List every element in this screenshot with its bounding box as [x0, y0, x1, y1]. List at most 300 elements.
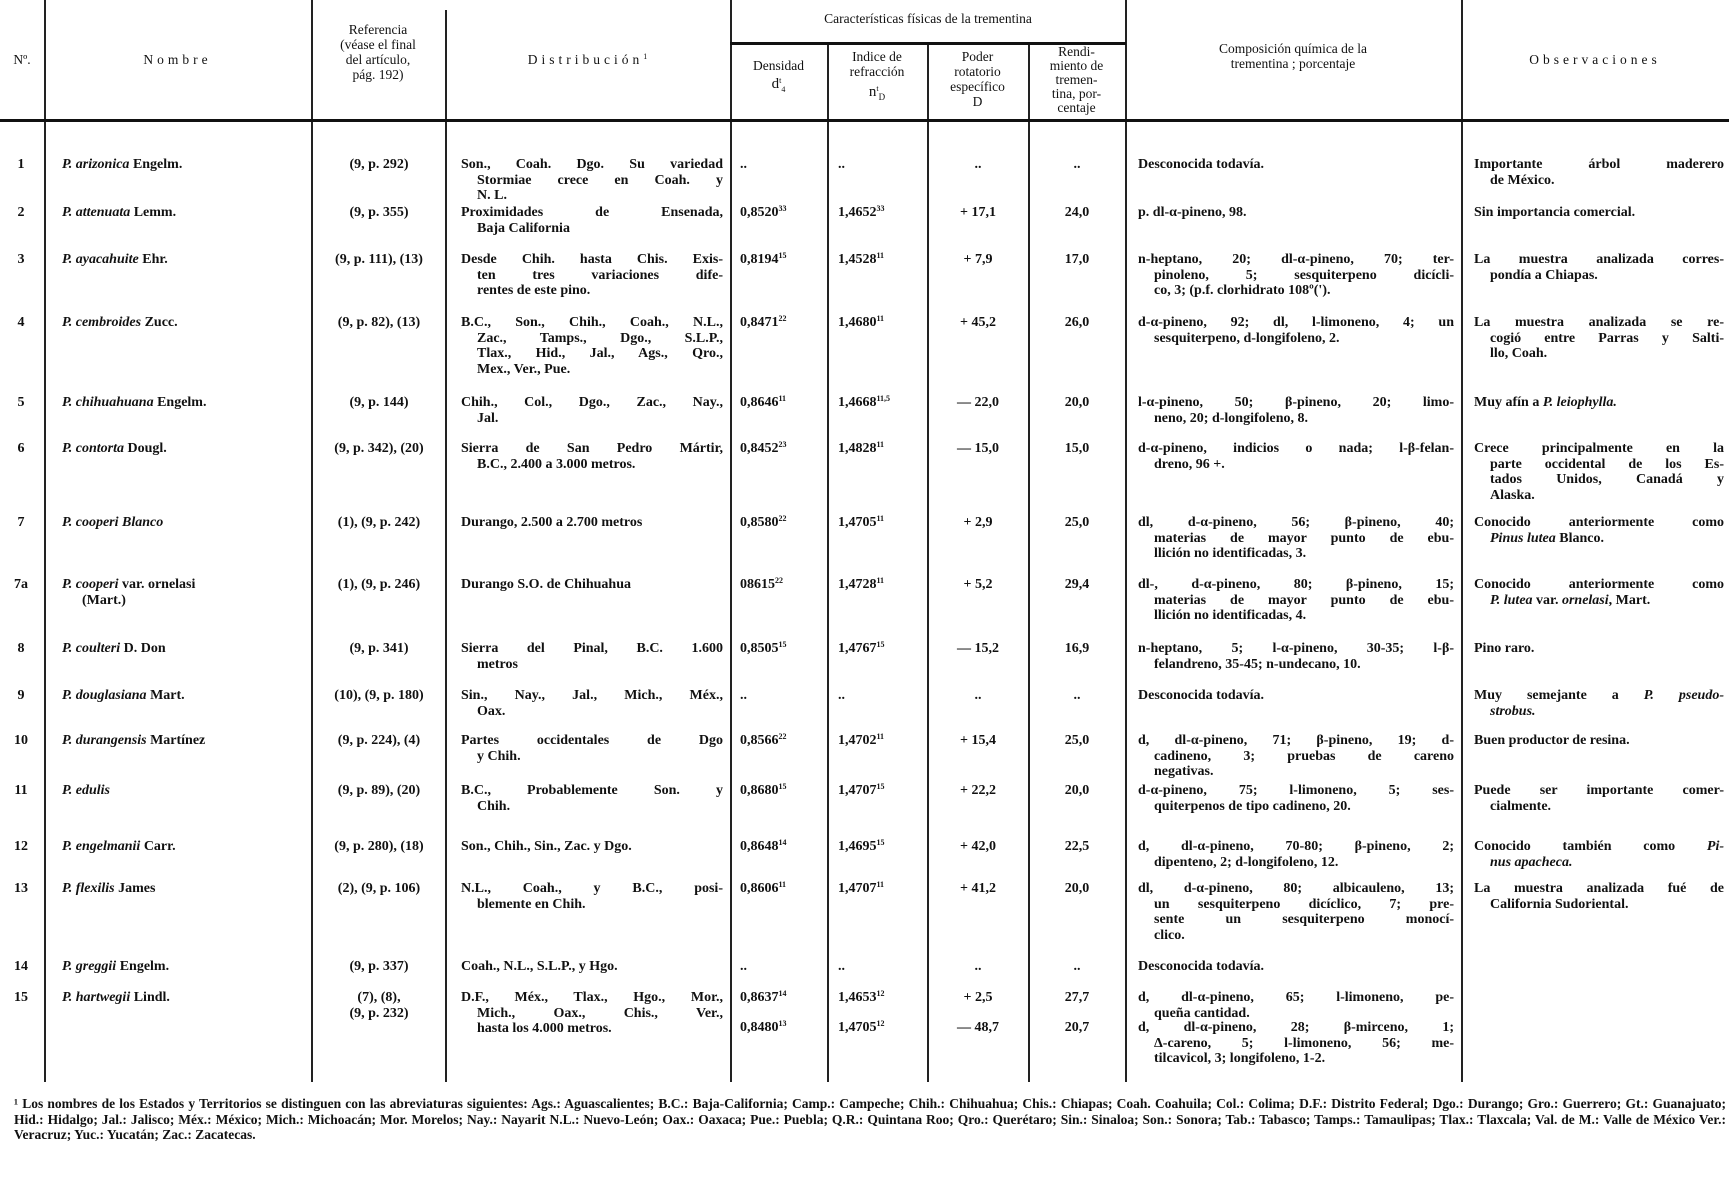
reference: [313, 990, 445, 1021]
cell-line: [1474, 457, 1724, 473]
reference-line: (10), (9, p. 180): [334, 688, 424, 703]
refractive-index: [838, 395, 926, 411]
distribution: [461, 733, 723, 764]
species: ayacahuite: [75, 252, 139, 267]
text: 0,8520: [740, 205, 779, 220]
observations: [1474, 515, 1724, 546]
chemical-composition: [1138, 959, 1454, 975]
text: ..: [740, 157, 747, 172]
header-densidad: [730, 58, 827, 97]
cell-line: cadineno, 3; pruebas de careno: [1154, 748, 1454, 764]
text: 14: [14, 959, 28, 974]
header-line: Referencia: [348, 22, 408, 37]
yield-percent: [1030, 395, 1124, 411]
superscript: 15: [778, 640, 787, 649]
cell-line: felandreno, 35-45; n-undecano, 10.: [1154, 656, 1361, 672]
superscript: 11: [778, 880, 787, 889]
distribution: [461, 515, 723, 531]
superscript: 11: [876, 880, 885, 889]
superscript: 22: [778, 732, 787, 741]
reference-line: (9, p. 232): [349, 1005, 409, 1021]
yield-percent: [1030, 839, 1124, 855]
row-number: [4, 252, 38, 268]
cell-line: [1474, 897, 1724, 913]
header-line: del artículo,: [345, 52, 411, 67]
cell-line: [1474, 799, 1724, 815]
genus: P.: [62, 252, 73, 267]
yield-percent: [1030, 959, 1124, 975]
text: 20,7: [1064, 1020, 1090, 1035]
text: ..: [974, 157, 982, 172]
text: Pino raro.: [1474, 641, 1535, 656]
density: [740, 157, 825, 173]
reference-line: (1), (9, p. 242): [337, 515, 421, 530]
superscript: 12: [876, 1019, 885, 1028]
text: 1,4728: [838, 577, 877, 592]
author: Engelm.: [157, 395, 207, 410]
text: , Mart.: [1608, 592, 1651, 608]
row-number: [4, 205, 38, 221]
reference: [313, 959, 445, 975]
author: Blanco: [122, 515, 164, 530]
cell-line: [1474, 593, 1724, 609]
distribution: [461, 252, 723, 299]
header-line: D: [972, 94, 983, 109]
yield-percent: [1030, 990, 1124, 1006]
text: 9: [17, 688, 25, 703]
cell-line: D.F., Méx., Tlax., Hgo., Mor.,: [461, 990, 723, 1005]
chemical-composition: [1138, 441, 1454, 472]
italic-text: Pi-: [1706, 839, 1724, 854]
cell-line: [1474, 395, 1724, 411]
cell-line: [1474, 252, 1724, 268]
author: Ehr.: [142, 252, 168, 267]
reference: [313, 577, 445, 593]
text: 17,0: [1064, 252, 1090, 267]
species: attenuata: [75, 205, 131, 220]
cell-line: ten tres variaciones dife-: [477, 267, 723, 283]
header-composicion: [1125, 41, 1461, 71]
text: cialmente.: [1490, 798, 1552, 814]
chemical-composition: [1138, 395, 1454, 426]
header-line: específico: [950, 79, 1005, 94]
author: Martínez: [150, 733, 206, 748]
text: 0,8648: [740, 839, 779, 854]
text: 20,0: [1064, 395, 1090, 410]
cell-line: Son., Chih., Sin., Zac. y Dgo.: [461, 839, 632, 854]
species: chihuahuana: [75, 395, 154, 410]
text: 8: [17, 641, 25, 656]
reference: [313, 881, 445, 897]
text: Alaska.: [1490, 487, 1535, 503]
cell-line: Durango S.O. de Chihuahua: [461, 577, 632, 592]
cell-line: Durango, 2.500 a 2.700 metros: [461, 515, 643, 530]
density: [740, 252, 825, 268]
cell-line: d, dl-α-pineno, 71; β-pineno, 19; d-: [1138, 733, 1454, 748]
species-name: [62, 205, 310, 221]
text: 27,7: [1064, 990, 1090, 1005]
row-number: [4, 315, 38, 331]
cell-line: queña cantidad.: [1154, 1005, 1250, 1021]
rotatory-power: [930, 1020, 1026, 1036]
header-line: trementina ; porcentaje: [1230, 56, 1356, 71]
chemical-composition: [1138, 733, 1454, 780]
cell-line: pinoleno, 5; sesquiterpeno dicícli-: [1154, 267, 1454, 283]
species-name: [62, 157, 310, 173]
superscript: 11: [778, 394, 787, 403]
text: 11: [14, 783, 28, 798]
column-rule: [445, 10, 447, 1082]
genus: P.: [62, 839, 73, 854]
author: Lemm.: [133, 205, 177, 220]
cell-line: [1474, 641, 1724, 657]
density: [740, 577, 825, 593]
text: 1,4652: [838, 205, 877, 220]
italic-text: P. lutea: [1490, 592, 1533, 608]
reference: [313, 205, 445, 221]
cell-line: [1474, 515, 1724, 531]
superscript: 11: [876, 514, 885, 523]
cell-line: [1474, 881, 1724, 897]
genus: P.: [62, 783, 73, 798]
superscript: 15: [778, 782, 787, 791]
text: 25,0: [1064, 515, 1090, 530]
reference: [313, 641, 445, 657]
author: var. ornelasi: [122, 577, 196, 592]
text: de México.: [1490, 172, 1555, 188]
species-name: [62, 959, 310, 975]
density: [740, 881, 825, 897]
header-nombre: Nombre: [143, 52, 212, 67]
text: ..: [838, 157, 845, 172]
cell-line: materias de mayor punto de ebu-: [1154, 592, 1454, 608]
superscript: 11: [876, 732, 885, 741]
reference-line: (9, p. 337): [349, 959, 409, 974]
refractive-index: [838, 577, 926, 593]
distribution: [461, 688, 723, 719]
header-line: centaje: [1057, 100, 1096, 115]
genus: P.: [62, 577, 73, 592]
text: Crece principalmente en la: [1474, 441, 1724, 456]
cell-line: dipenteno, 2; d-longifoleno, 12.: [1154, 854, 1339, 870]
text: 1: [17, 157, 25, 172]
header-referencia: [311, 22, 445, 82]
genus: P.: [62, 881, 73, 896]
refractive-index: [838, 881, 926, 897]
row-number: [4, 733, 38, 749]
superscript: 11: [876, 314, 885, 323]
text: 15,0: [1064, 441, 1090, 456]
reference: [313, 839, 445, 855]
text: 7: [17, 515, 25, 530]
text: 0,8194: [740, 252, 779, 267]
row-number: [4, 881, 38, 897]
species: edulis: [75, 783, 110, 798]
header-line: Rendi-: [1058, 44, 1095, 59]
rotatory-power: [930, 881, 1026, 897]
species: flexilis: [75, 881, 115, 896]
observations: [1474, 577, 1724, 608]
rotatory-power: [930, 157, 1026, 173]
cell-line: [1474, 839, 1724, 855]
observations: [1474, 395, 1724, 411]
reference: [313, 441, 445, 457]
reference-line: (1), (9, p. 246): [337, 577, 421, 592]
cell-line: [1474, 688, 1724, 704]
cell-line: d-α-pineno, indicios o nada; l-β-felan-: [1138, 441, 1454, 456]
text: 10: [14, 733, 28, 748]
superscript: 22: [778, 314, 787, 323]
cell-line: d, dl-α-pineno, 65; l-limoneno, pe-: [1138, 990, 1454, 1005]
rotatory-power: [930, 515, 1026, 531]
density: [740, 315, 825, 331]
rotatory-power: [930, 733, 1026, 749]
distribution: [461, 157, 723, 204]
chemical-composition: [1138, 783, 1454, 814]
text: ..: [740, 959, 747, 974]
density: [740, 641, 825, 657]
reference: [313, 157, 445, 173]
density: [740, 205, 825, 221]
text: 0,8637: [740, 990, 779, 1005]
text: 1,4702: [838, 733, 877, 748]
cell-line: Desconocida todavía.: [1138, 688, 1264, 703]
cell-line: y Chih.: [477, 748, 521, 764]
header-line: (véase el final: [340, 37, 416, 52]
row-number: [4, 395, 38, 411]
italic-text: Pinus lutea: [1490, 530, 1556, 546]
column-rule: [1461, 0, 1463, 1082]
text: — 15,2: [957, 641, 999, 656]
text: 1,4528: [838, 252, 877, 267]
text: 1,4668: [838, 395, 877, 410]
reference-line: (9, p. 292): [349, 157, 409, 172]
cell-line: metros: [477, 656, 518, 672]
reference-line: (9, p. 144): [349, 395, 409, 410]
chemical-composition: [1138, 641, 1454, 672]
row-number: [4, 157, 38, 173]
text: 0,8606: [740, 881, 779, 896]
header-distribucion: [445, 52, 730, 67]
yield-percent: [1030, 205, 1124, 221]
cell-line: B.C., 2.400 a 3.000 metros.: [477, 456, 636, 472]
refractive-index: [838, 733, 926, 749]
superscript: 11: [876, 576, 885, 585]
distribution: [461, 441, 723, 472]
text: 16,9: [1064, 641, 1090, 656]
genus: P.: [62, 441, 73, 456]
cell-line: Chih.: [477, 798, 511, 814]
text: 1,4705: [838, 1020, 877, 1035]
rotatory-power: [930, 783, 1026, 799]
cell-line: Desconocida todavía.: [1138, 157, 1264, 172]
header-indice-symbol: $n^t_D$: [868, 84, 886, 102]
genus: P.: [62, 688, 73, 703]
cell-line: [1474, 488, 1724, 504]
observations: [1474, 641, 1724, 657]
text: 4: [17, 315, 25, 330]
cell-line: [1474, 855, 1724, 871]
text: 1,4828: [838, 441, 877, 456]
italic-text: nus apacheca.: [1490, 854, 1573, 870]
genus: P.: [62, 959, 73, 974]
column-rule: [1028, 43, 1030, 1082]
yield-percent: [1030, 157, 1124, 173]
text: 26,0: [1064, 315, 1090, 330]
rotatory-power: [930, 577, 1026, 593]
cell-line: N.L., Coah., y B.C., posi-: [461, 881, 723, 896]
species-name: [62, 733, 310, 749]
cell-line: d-α-pineno, 75; l-limoneno, 5; ses-: [1138, 783, 1454, 798]
superscript: 33: [876, 204, 885, 213]
density: [740, 515, 825, 531]
cell-line: Mex., Ver., Pue.: [477, 361, 571, 377]
cell-line: Mich., Oax., Chis., Ver.,: [477, 1005, 723, 1021]
cell-line: Coah., N.L., S.L.P., y Hgo.: [461, 959, 618, 974]
yield-percent: [1030, 881, 1124, 897]
text: La muestra analizada se re-: [1474, 315, 1724, 330]
text: 0,8480: [740, 1020, 779, 1035]
species-name: [62, 839, 310, 855]
observations: [1474, 315, 1724, 362]
observations: [1474, 205, 1724, 221]
superscript: 12: [876, 989, 885, 998]
rotatory-power: [930, 641, 1026, 657]
species: douglasiana: [75, 688, 147, 703]
refractive-index: [838, 839, 926, 855]
header-line: Indice de: [852, 49, 902, 64]
text: 0,8505: [740, 641, 779, 656]
superscript: 22: [775, 576, 783, 585]
text: pondía a Chiapas.: [1490, 267, 1598, 283]
observations: [1474, 252, 1724, 283]
cell-line: p. dl-α-pineno, 98.: [1138, 205, 1247, 220]
row-number: [4, 441, 38, 457]
cell-line: [1474, 783, 1724, 799]
cell-line: clico.: [1154, 927, 1185, 943]
cell-line: [1474, 733, 1724, 749]
cell-line: co, 3; (p.f. clorhidrato 108º(').: [1154, 283, 1331, 298]
refractive-index: [838, 1020, 926, 1036]
genus: P.: [62, 733, 73, 748]
cell-line: n-heptano, 5; l-α-pineno, 30-35; l-β-: [1138, 641, 1454, 656]
author: Carr.: [143, 839, 176, 854]
rotatory-power: [930, 990, 1026, 1006]
genus: P.: [62, 395, 73, 410]
distribution: [461, 839, 723, 855]
header-rendimiento: [1028, 45, 1125, 115]
text: 0,8452: [740, 441, 779, 456]
density: [740, 688, 825, 704]
refractive-index: [838, 688, 926, 704]
observations: [1474, 733, 1724, 749]
superscript: 15: [876, 640, 885, 649]
reference-line: (7), (8),: [357, 990, 401, 1005]
observations: [1474, 839, 1724, 870]
superscript: 15: [876, 838, 885, 847]
distribution: [461, 315, 723, 377]
cell-line: [1474, 472, 1724, 488]
header-densidad-symbol: $d^t_4$: [771, 76, 786, 94]
text: 1,4680: [838, 315, 877, 330]
header-densidad-label: Densidad: [753, 58, 804, 73]
density: [740, 839, 825, 855]
text: California Sudoriental.: [1490, 896, 1629, 912]
cell-line: blemente en Chih.: [477, 896, 586, 912]
cell-line: dl, d-α-pineno, 56; β-pineno, 40;: [1138, 515, 1454, 530]
cell-line: [1474, 441, 1724, 457]
text: Sin importancia comercial.: [1474, 205, 1636, 220]
chemical-composition: [1138, 1020, 1454, 1067]
cell-line: dreno, 96 +.: [1154, 456, 1225, 472]
text: 29,4: [1064, 577, 1090, 592]
chemical-composition: [1138, 990, 1454, 1021]
text: parte occidental de los Es-: [1490, 456, 1724, 472]
superscript: 15: [778, 251, 787, 260]
text: ..: [974, 959, 982, 974]
text: cogió entre Parras y Salti-: [1490, 330, 1724, 346]
row-number: [4, 959, 38, 975]
cell-line: llición no identificadas, 3.: [1154, 546, 1307, 561]
text: ..: [1073, 157, 1081, 172]
reference-line: (9, p. 341): [349, 641, 409, 656]
chemical-composition: [1138, 577, 1454, 624]
refractive-index: [838, 157, 926, 173]
yield-percent: [1030, 577, 1124, 593]
text: La muestra analizada corres-: [1474, 252, 1724, 267]
text: — 48,7: [957, 1020, 999, 1035]
header-indice: [827, 49, 927, 105]
text: ..: [740, 688, 747, 703]
density: [740, 1020, 825, 1036]
cell-line: Tlax., Hid., Jal., Ags., Qro.,: [477, 346, 723, 361]
header-line: Poder: [961, 49, 994, 64]
column-rule: [827, 43, 829, 1082]
italic-text: P. leiophylla.: [1542, 395, 1617, 410]
refractive-index: [838, 515, 926, 531]
refractive-index: [838, 252, 926, 268]
text: Puede ser importante comer-: [1474, 783, 1724, 798]
text: 0,8646: [740, 395, 779, 410]
genus: P.: [62, 157, 73, 172]
text: + 2,5: [963, 990, 993, 1005]
superscript: 15: [876, 782, 885, 791]
author: D. Don: [123, 641, 166, 656]
header-line: tina, por-: [1051, 86, 1102, 101]
cell-line: quiterpenos de tipo cadineno, 20.: [1154, 798, 1351, 814]
yield-percent: [1030, 515, 1124, 531]
text: 24,0: [1064, 205, 1090, 220]
text: 08615: [740, 577, 775, 592]
author: Mart.: [150, 688, 185, 703]
text: Muy afín a: [1474, 395, 1543, 410]
reference-line: (9, p. 82), (13): [337, 315, 421, 330]
text: tados Unidos, Canadá y: [1490, 472, 1724, 487]
species: engelmanii: [75, 839, 141, 854]
genus: P.: [62, 641, 73, 656]
text: Conocido anteriormente como: [1474, 577, 1724, 592]
species: greggii: [75, 959, 117, 974]
superscript: 13: [778, 1019, 787, 1028]
superscript: 33: [778, 204, 787, 213]
text: — 22,0: [957, 395, 999, 410]
cell-line: sente un sesquiterpeno monocí-: [1154, 912, 1454, 927]
row-number: [4, 577, 38, 593]
author: Dougl.: [127, 441, 167, 456]
cell-line: Zac., Tamps., Dgo., S.L.P.,: [477, 330, 723, 346]
text: 20,0: [1064, 783, 1090, 798]
text: 5: [17, 395, 25, 410]
